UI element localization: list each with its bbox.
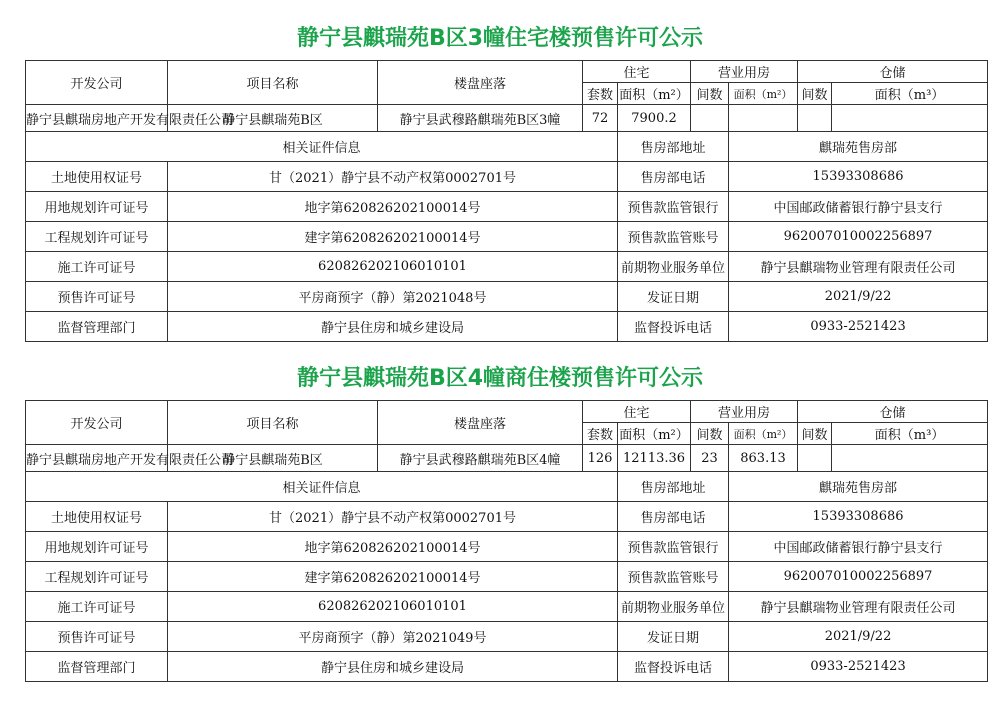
land-plan-value: 地字第620826202100014号 <box>168 532 618 562</box>
escrow-bank-value: 中国邮政储蓄银行静宁县支行 <box>729 532 988 562</box>
construction-label: 施工许可证号 <box>26 252 168 282</box>
units-header: 套数 <box>583 83 618 105</box>
land-use-label: 土地使用权证号 <box>26 502 168 532</box>
property-service-label: 前期物业服务单位 <box>618 252 729 282</box>
res-area-header: 面积（m²） <box>618 423 691 445</box>
sales-phone-label: 售房部电话 <box>618 502 729 532</box>
construction-value: 620826202106010101 <box>168 592 618 622</box>
project-value: 静宁县麒瑞苑B区 <box>168 105 378 132</box>
sto-area-header: 面积（m³） <box>832 83 988 105</box>
supervisor-label: 监督管理部门 <box>26 652 168 682</box>
sto-rooms-header: 间数 <box>798 423 832 445</box>
escrow-account-value: 962007010002256897 <box>729 222 988 252</box>
sto-rooms-header: 间数 <box>798 83 832 105</box>
complaint-phone-label: 监督投诉电话 <box>618 652 729 682</box>
developer-header: 开发公司 <box>26 61 168 105</box>
permit-table-block1 <box>25 60 988 342</box>
sales-office-value: 麒瑞苑售房部 <box>729 132 988 162</box>
res-units-value: 126 <box>583 445 618 472</box>
property-service-value: 静宁县麒瑞物业管理有限责任公司 <box>729 592 988 622</box>
location-value: 静宁县武穆路麒瑞苑B区4幢 <box>378 445 583 472</box>
eng-plan-label: 工程规划许可证号 <box>26 222 168 252</box>
location-value: 静宁县武穆路麒瑞苑B区3幢 <box>378 105 583 132</box>
land-plan-value: 地字第620826202100014号 <box>168 192 618 222</box>
com-rooms-header: 间数 <box>691 83 729 105</box>
construction-label: 施工许可证号 <box>26 592 168 622</box>
sales-office-label: 售房部地址 <box>618 472 729 502</box>
sto-area-header: 面积（m³） <box>832 423 988 445</box>
escrow-bank-label: 预售款监管银行 <box>618 532 729 562</box>
permit-table-block2 <box>25 400 988 682</box>
eng-plan-value: 建字第620826202100014号 <box>168 222 618 252</box>
construction-value: 620826202106010101 <box>168 252 618 282</box>
land-use-label: 土地使用权证号 <box>26 162 168 192</box>
presale-label: 预售许可证号 <box>26 282 168 312</box>
eng-plan-value: 建字第620826202100014号 <box>168 562 618 592</box>
com-rooms-value <box>691 105 729 132</box>
notice-title-block2: 静宁县麒瑞苑B区4幢商住楼预售许可公示 <box>296 366 704 391</box>
res-units-value: 72 <box>583 105 618 132</box>
sto-rooms-value <box>798 105 832 132</box>
sales-phone-value: 15393308686 <box>729 162 988 192</box>
developer-header: 开发公司 <box>26 401 168 445</box>
sales-phone-value: 15393308686 <box>729 502 988 532</box>
sto-area-value <box>832 445 988 472</box>
developer-value: 静宁县麒瑞房地产开发有限责任公司 <box>26 445 168 472</box>
escrow-bank-value: 中国邮政储蓄银行静宁县支行 <box>729 192 988 222</box>
presale-value: 平房商预字（静）第2021049号 <box>168 622 618 652</box>
escrow-account-label: 预售款监管账号 <box>618 562 729 592</box>
issue-date-label: 发证日期 <box>618 282 729 312</box>
commercial-header: 营业用房 <box>691 61 798 83</box>
eng-plan-label: 工程规划许可证号 <box>26 562 168 592</box>
notice-title-block1: 静宁县麒瑞苑B区3幢住宅楼预售许可公示 <box>296 26 704 51</box>
res-area-value: 7900.2 <box>618 105 691 132</box>
storage-header: 仓储 <box>798 61 988 83</box>
escrow-account-value: 962007010002256897 <box>729 562 988 592</box>
res-area-value: 12113.36 <box>618 445 691 472</box>
supervisor-label: 监督管理部门 <box>26 312 168 342</box>
complaint-phone-value: 0933-2521423 <box>729 312 988 342</box>
units-header: 套数 <box>583 423 618 445</box>
supervisor-value: 静宁县住房和城乡建设局 <box>168 312 618 342</box>
project-header: 项目名称 <box>168 61 378 105</box>
property-service-value: 静宁县麒瑞物业管理有限责任公司 <box>729 252 988 282</box>
escrow-bank-label: 预售款监管银行 <box>618 192 729 222</box>
issue-date-value: 2021/9/22 <box>729 622 988 652</box>
issue-date-label: 发证日期 <box>618 622 729 652</box>
com-area-header: 面积（m²） <box>729 83 798 105</box>
property-service-label: 前期物业服务单位 <box>618 592 729 622</box>
developer-value: 静宁县麒瑞房地产开发有限责任公司 <box>26 105 168 132</box>
complaint-phone-label: 监督投诉电话 <box>618 312 729 342</box>
location-header: 楼盘座落 <box>378 401 583 445</box>
cert-info-header: 相关证件信息 <box>26 132 618 162</box>
sales-office-value: 麒瑞苑售房部 <box>729 472 988 502</box>
land-plan-label: 用地规划许可证号 <box>26 192 168 222</box>
land-use-value: 甘（2021）静宁县不动产权第0002701号 <box>168 162 618 192</box>
project-header: 项目名称 <box>168 401 378 445</box>
com-area-header: 面积（m²） <box>729 423 798 445</box>
complaint-phone-value: 0933-2521423 <box>729 652 988 682</box>
commercial-header: 营业用房 <box>691 401 798 423</box>
com-area-value: 863.13 <box>729 445 798 472</box>
land-plan-label: 用地规划许可证号 <box>26 532 168 562</box>
storage-header: 仓储 <box>798 401 988 423</box>
presale-label: 预售许可证号 <box>26 622 168 652</box>
project-value: 静宁县麒瑞苑B区 <box>168 445 378 472</box>
escrow-account-label: 预售款监管账号 <box>618 222 729 252</box>
supervisor-value: 静宁县住房和城乡建设局 <box>168 652 618 682</box>
residence-header: 住宅 <box>583 61 691 83</box>
com-rooms-header: 间数 <box>691 423 729 445</box>
com-area-value <box>729 105 798 132</box>
sales-phone-label: 售房部电话 <box>618 162 729 192</box>
sto-area-value <box>832 105 988 132</box>
res-area-header: 面积（m²） <box>618 83 691 105</box>
issue-date-value: 2021/9/22 <box>729 282 988 312</box>
sto-rooms-value <box>798 445 832 472</box>
sales-office-label: 售房部地址 <box>618 132 729 162</box>
residence-header: 住宅 <box>583 401 691 423</box>
presale-value: 平房商预字（静）第2021048号 <box>168 282 618 312</box>
com-rooms-value: 23 <box>691 445 729 472</box>
land-use-value: 甘（2021）静宁县不动产权第0002701号 <box>168 502 618 532</box>
location-header: 楼盘座落 <box>378 61 583 105</box>
cert-info-header: 相关证件信息 <box>26 472 618 502</box>
